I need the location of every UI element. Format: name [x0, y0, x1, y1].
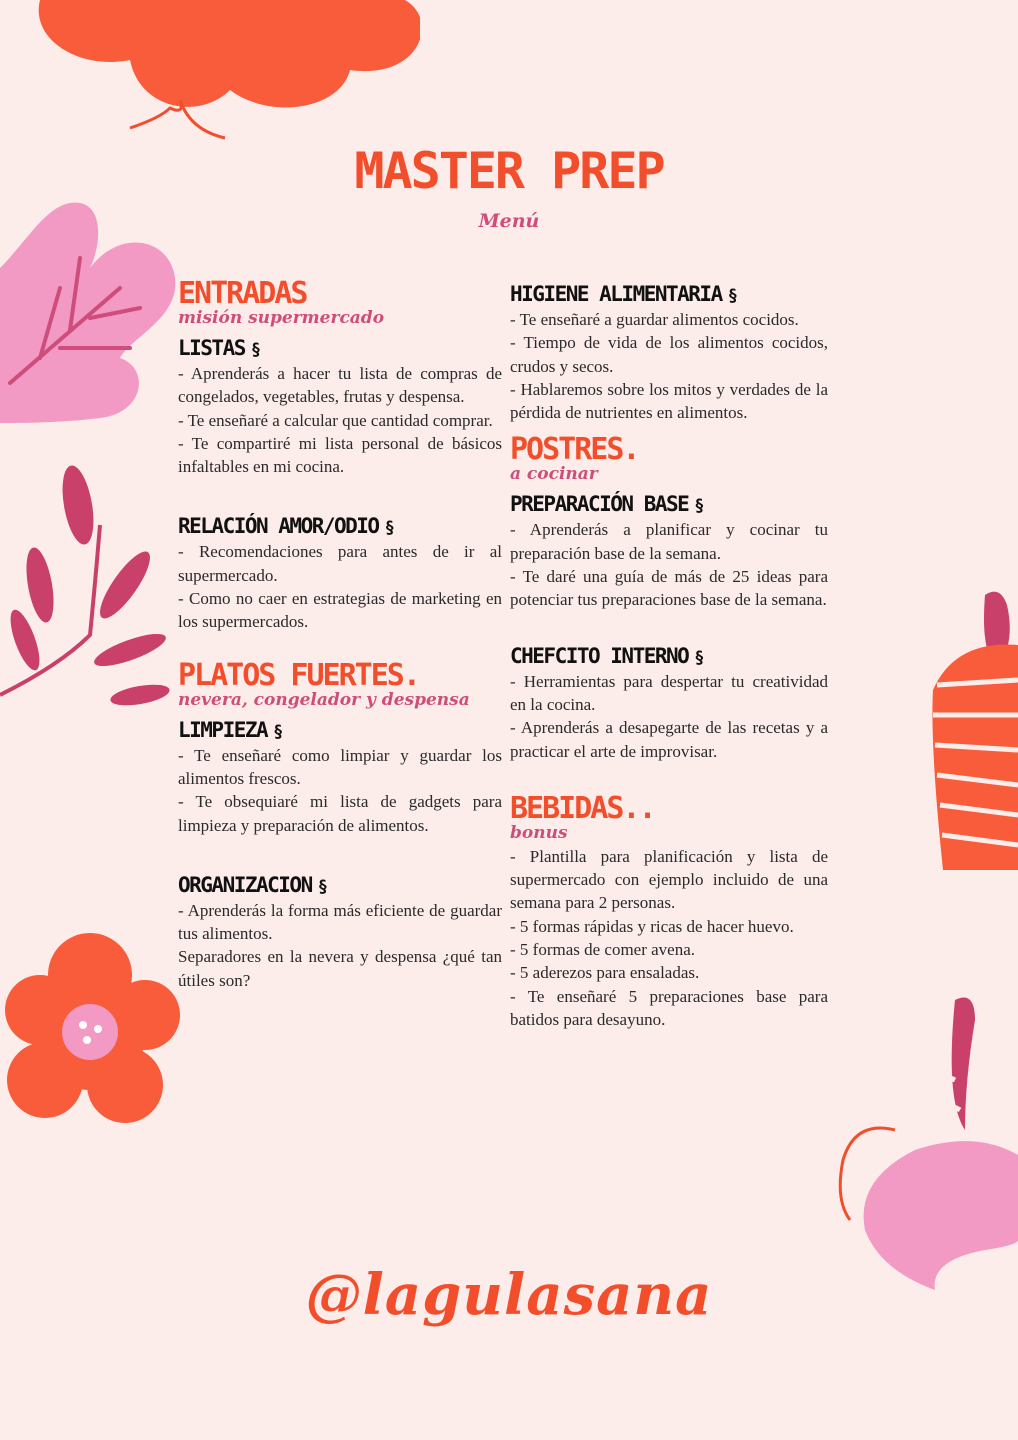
item-lines-bebidas — [510, 845, 828, 1031]
pink-leaf-decoration — [0, 198, 185, 428]
item-lines-preparacion-base — [510, 518, 828, 611]
list-item: - Aprenderás a planificar y cocinar tu preparación base de la semana. — [510, 520, 828, 563]
item-lines-limpieza — [178, 744, 502, 837]
magenta-branch-decoration — [0, 465, 180, 715]
list-item: - Te enseñaré a calcular que cantidad comprar. — [178, 410, 493, 430]
item-mark: § — [384, 518, 395, 539]
list-item: - Aprenderás la forma más eficiente de guardar tus alimentos. — [178, 900, 502, 944]
beet-decoration — [835, 990, 1018, 1290]
item-lines-relacion — [178, 540, 502, 633]
social-handle: @lagulasana — [305, 1262, 713, 1328]
section-title-entradas: ENTRADAS — [178, 276, 307, 311]
list-item: - Como no caer en estrategias de marketing en los supermercados. — [178, 589, 502, 632]
item-mark: § — [694, 647, 705, 668]
list-item: - Aprenderás a desapegarte de las recetas y a practicar el arte de improvisar. — [510, 718, 828, 761]
item-title-listas: LISTAS § — [178, 336, 262, 360]
item-lines-organizacion — [178, 899, 502, 992]
item-mark: § — [273, 721, 284, 742]
item-mark: § — [694, 496, 705, 517]
list-item: - Te enseñaré 5 preparaciones base para batidos para desayuno. — [510, 986, 828, 1029]
list-item: - 5 formas de comer avena. — [510, 940, 696, 960]
carrot-decoration — [925, 585, 1018, 875]
list-item: - Te daré una guía de más de 25 ideas para potenciar tus preparaciones base de la semana. — [510, 567, 828, 610]
list-item: - Te compartiré mi lista personal de básicos infaltables en mi cocina. — [178, 433, 502, 477]
item-lines-higiene — [510, 308, 828, 424]
item-mark: § — [727, 286, 738, 306]
list-item: - Te enseñaré como limpiar y guardar los alimentos frescos. — [178, 745, 502, 788]
item-title-chefcito-interno: CHEFCITO INTERNO § — [510, 643, 705, 668]
section-title-bebidas: BEBIDAS.. — [510, 790, 655, 826]
item-title-organizacion: ORGANIZACION § — [178, 872, 328, 897]
orange-flower-top-decoration — [20, 0, 420, 150]
page-title: MASTER PREP — [354, 142, 664, 200]
list-item: - Te obsequiaré mi lista de gadgets para limpieza y preparación de alimentos. — [178, 792, 502, 835]
right-column — [510, 282, 828, 1031]
item-mark: § — [317, 876, 328, 897]
left-column — [178, 278, 502, 992]
section-subtitle-platos-fuertes: nevera, congelador y despensa — [178, 689, 470, 710]
list-item: - Tiempo de vida de los alimentos cocidos, crudos y secos. — [510, 333, 828, 376]
item-lines-chefcito-interno — [510, 670, 828, 763]
item-lines-listas — [178, 362, 502, 478]
section-title-platos-fuertes: PLATOS FUERTES. — [178, 657, 419, 693]
section-title-postres: POSTRES. — [510, 432, 639, 468]
section-subtitle-bebidas: bonus — [510, 822, 568, 843]
list-item: - Recomendaciones para antes de ir al supermercado. — [178, 542, 502, 585]
list-item: Separadores en la nevera y despensa ¿qué tan útiles son? — [178, 947, 502, 990]
list-item: - 5 formas rápidas y ricas de hacer huevo. — [510, 916, 794, 936]
list-item: - Plantilla para planificación y lista de supermercado con ejemplo incluido de una semana para 2 personas. — [510, 846, 828, 913]
item-title-higiene: HIGIENE ALIMENTARIA § — [510, 282, 738, 306]
item-title-limpieza: LIMPIEZA § — [178, 717, 284, 742]
list-item: - Herramientas para despertar tu creatividad en la cocina. — [510, 671, 828, 714]
orange-flower-bottom-decoration — [5, 930, 180, 1130]
page-subtitle: Menú — [478, 210, 540, 232]
section-subtitle-entradas: misión supermercado — [178, 308, 385, 328]
item-title-relacion: RELACIÓN AMOR/ODIO § — [178, 514, 395, 539]
section-subtitle-postres: a cocinar — [510, 464, 598, 485]
list-item: - Hablaremos sobre los mitos y verdades de la pérdida de nutrientes en alimentos. — [510, 379, 828, 423]
item-mark: § — [250, 340, 262, 360]
item-title-preparacion-base: PREPARACIÓN BASE § — [510, 492, 705, 517]
list-item: - 5 aderezos para ensaladas. — [510, 963, 700, 983]
list-item: - Aprenderás a hacer tu lista de compras de congelados, vegetables, frutas y despensa. — [178, 364, 502, 407]
list-item: - Te enseñaré a guardar alimentos cocidos. — [510, 310, 799, 329]
